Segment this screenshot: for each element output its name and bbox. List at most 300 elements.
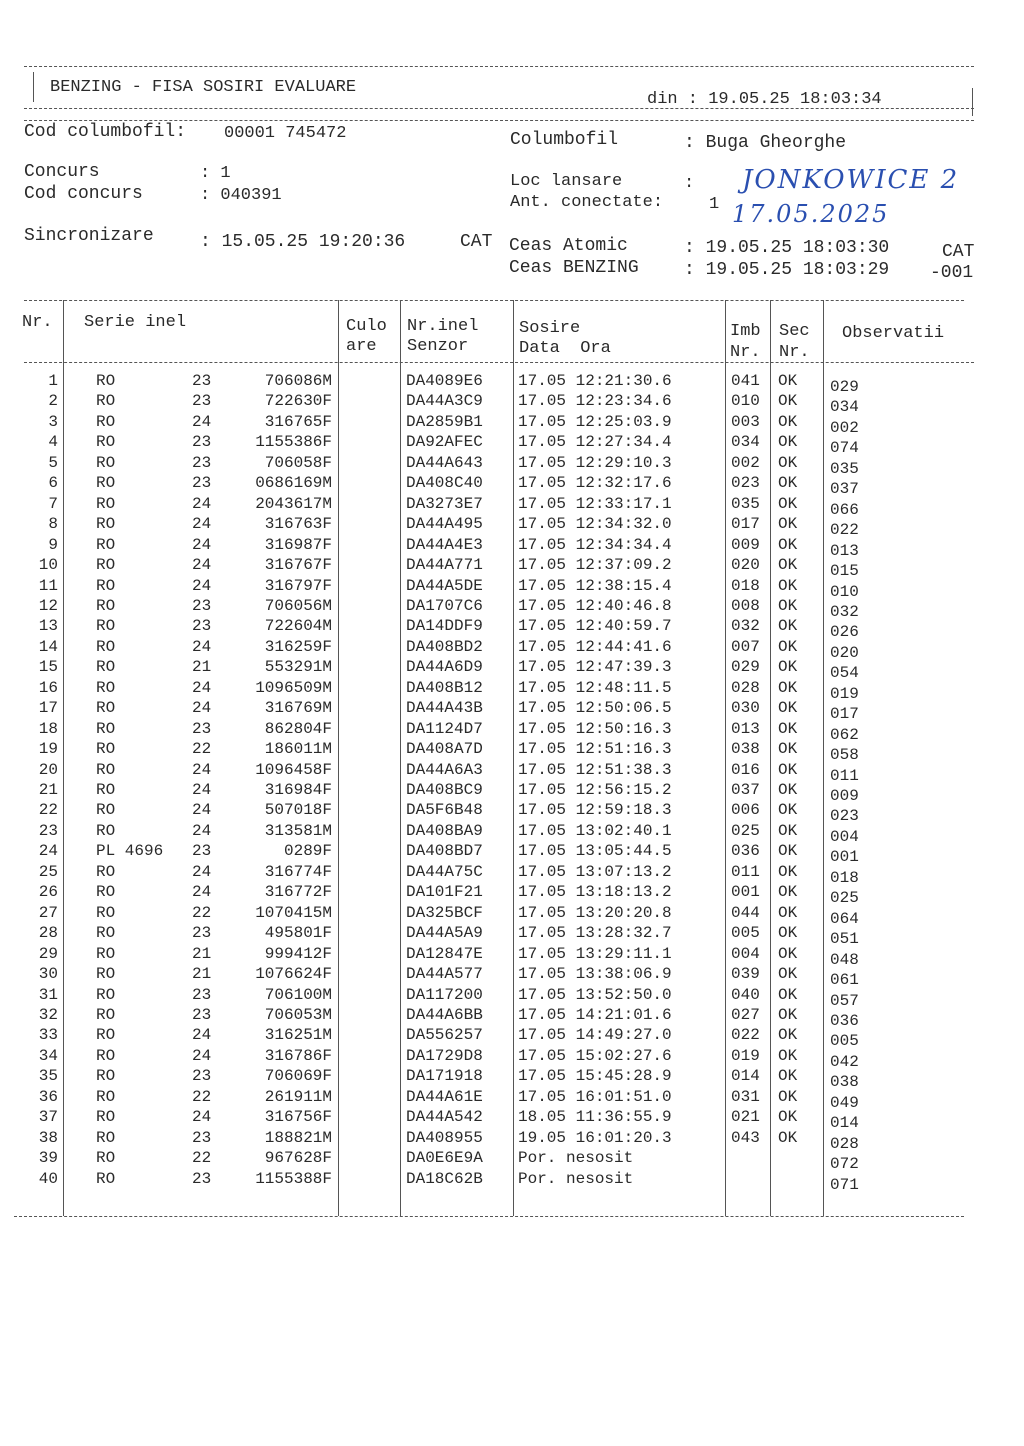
cell-sec: OK xyxy=(778,1087,798,1106)
cell-obs: 026 xyxy=(830,623,859,642)
cell-tara: RO xyxy=(96,740,116,759)
cell-tara: RO xyxy=(96,678,116,697)
cell-imb: 025 xyxy=(731,821,760,840)
cell-sosire: 17.05 12:40:59.7 xyxy=(518,617,672,636)
cell-sosire: Por. nesosit xyxy=(518,1149,634,1168)
handwritten-loc: JONKOWICE 2 xyxy=(742,165,960,195)
cell-sosire: 17.05 13:18:13.2 xyxy=(518,883,672,902)
cell-imb: 013 xyxy=(731,719,760,738)
table-row xyxy=(0,903,1024,928)
table-row xyxy=(0,760,1024,785)
cell-inel: 507018F xyxy=(264,801,332,820)
sincronizare-value: : 15.05.25 19:20:36 xyxy=(200,232,406,252)
cell-senzor: DA14DDF9 xyxy=(406,617,483,636)
cell-obs: 020 xyxy=(830,643,859,662)
cell-sosire: 17.05 13:20:20.8 xyxy=(518,903,672,922)
cell-sosire: 17.05 15:45:28.9 xyxy=(518,1067,672,1086)
cell-sosire: 17.05 12:33:17.1 xyxy=(518,494,672,513)
cell-imb: 032 xyxy=(731,617,760,636)
cell-an: 24 xyxy=(192,556,212,575)
cell-obs: 057 xyxy=(830,991,859,1010)
cell-sosire: 17.05 12:23:34.6 xyxy=(518,392,672,411)
cell-sec: OK xyxy=(778,433,798,452)
cell-obs: 010 xyxy=(830,582,859,601)
table-row xyxy=(0,1067,1024,1092)
cell-sec: OK xyxy=(778,924,798,943)
cell-nr: 19 xyxy=(38,740,58,759)
cell-obs: 009 xyxy=(830,787,859,805)
cell-obs: 071 xyxy=(830,1175,859,1194)
cell-senzor: DA44A577 xyxy=(406,965,483,984)
cell-sosire: 17.05 12:50:16.3 xyxy=(518,719,672,738)
cell-inel: 1096509M xyxy=(255,678,332,697)
cell-nr: 14 xyxy=(38,637,58,656)
cell-tara: RO xyxy=(96,821,116,840)
table-row xyxy=(0,474,1024,499)
cell-sec: OK xyxy=(778,903,798,922)
table-row xyxy=(0,433,1024,458)
cell-obs: 058 xyxy=(830,746,859,765)
cell-imb: 003 xyxy=(731,412,760,431)
ceas-benzing-value: : 19.05.25 18:03:29 xyxy=(684,260,890,280)
cell-inel: 706100M xyxy=(264,985,332,1004)
cell-obs: 004 xyxy=(830,827,859,846)
cell-tara: RO xyxy=(96,944,116,963)
cell-nr: 1 xyxy=(48,372,58,390)
sincronizare-tz: CAT xyxy=(460,232,493,252)
table-row xyxy=(0,1149,1024,1174)
cell-an: 22 xyxy=(192,1149,212,1168)
cell-senzor: DA1124D7 xyxy=(406,719,483,738)
cell-nr: 34 xyxy=(38,1046,58,1065)
cell-an: 21 xyxy=(192,944,212,963)
handwritten-date: 17.05.2025 xyxy=(732,200,890,228)
cell-imb: 030 xyxy=(731,699,760,718)
cell-tara: RO xyxy=(96,1067,116,1086)
cell-sec: OK xyxy=(778,412,798,431)
cell-inel: 316251M xyxy=(264,1026,332,1045)
cell-imb: 017 xyxy=(731,515,760,534)
cell-tara: RO xyxy=(96,576,116,595)
cell-obs: 002 xyxy=(830,418,859,437)
cell-inel: 706053M xyxy=(264,1005,332,1024)
cell-an: 23 xyxy=(192,842,212,861)
cell-sec: OK xyxy=(778,535,798,554)
cell-an: 24 xyxy=(192,576,212,595)
cell-imb: 040 xyxy=(731,985,760,1004)
cell-obs: 074 xyxy=(830,439,859,458)
cell-nr: 15 xyxy=(38,658,58,677)
cell-imb: 044 xyxy=(731,903,760,922)
cell-imb: 001 xyxy=(731,883,760,902)
cell-sec: OK xyxy=(778,862,798,881)
cell-senzor: DA44A5DE xyxy=(406,576,483,595)
cell-senzor: DA1707C6 xyxy=(406,596,483,615)
page-title: BENZING - FISA SOSIRI EVALUARE xyxy=(50,78,357,97)
col-header-sec-2: Nr. xyxy=(779,343,810,362)
cell-nr: 37 xyxy=(38,1108,58,1127)
cell-inel: 316765F xyxy=(264,412,332,431)
cell-an: 24 xyxy=(192,678,212,697)
cell-imb: 006 xyxy=(731,801,760,820)
table-row xyxy=(0,556,1024,581)
cell-senzor: DA3273E7 xyxy=(406,494,483,513)
table-row xyxy=(0,372,1024,396)
cell-sosire: 17.05 12:21:30.6 xyxy=(518,372,672,390)
cell-senzor: DA408B12 xyxy=(406,678,483,697)
cell-obs: 017 xyxy=(830,705,859,724)
cell-senzor: DA92AFEC xyxy=(406,433,483,452)
cell-sosire: 17.05 13:52:50.0 xyxy=(518,985,672,1004)
cell-nr: 28 xyxy=(38,924,58,943)
cell-nr: 23 xyxy=(38,821,58,840)
cell-sec: OK xyxy=(778,474,798,493)
cell-obs: 064 xyxy=(830,909,859,928)
cell-inel: 316774F xyxy=(264,862,332,881)
cell-an: 23 xyxy=(192,985,212,1004)
cell-obs: 049 xyxy=(830,1093,859,1112)
cell-sosire: 17.05 12:37:09.2 xyxy=(518,556,672,575)
table-head-rule xyxy=(24,362,974,363)
table-row xyxy=(0,494,1024,519)
cell-sosire: 19.05 16:01:20.3 xyxy=(518,1128,672,1147)
cell-sosire: 18.05 11:36:55.9 xyxy=(518,1108,672,1127)
cell-nr: 16 xyxy=(38,678,58,697)
cell-obs: 035 xyxy=(830,459,859,478)
sincronizare-label: Sincronizare xyxy=(24,226,154,246)
cell-imb: 031 xyxy=(731,1087,760,1106)
table-row xyxy=(0,699,1024,724)
col-header-sosire: Sosire xyxy=(519,319,581,338)
cell-inel: 1155386F xyxy=(255,433,332,452)
cell-obs: 005 xyxy=(830,1032,859,1051)
concurs-label: Concurs xyxy=(24,162,100,182)
cell-an: 23 xyxy=(192,1169,212,1188)
cell-imb: 038 xyxy=(731,740,760,759)
cell-sec: OK xyxy=(778,1108,798,1127)
cell-nr: 22 xyxy=(38,801,58,820)
cell-sosire: 17.05 14:49:27.0 xyxy=(518,1026,672,1045)
cell-obs: 029 xyxy=(830,378,859,396)
table-row xyxy=(0,637,1024,662)
cell-sec: OK xyxy=(778,515,798,534)
cell-sec: OK xyxy=(778,699,798,718)
cell-an: 24 xyxy=(192,412,212,431)
cell-sosire: 17.05 14:21:01.6 xyxy=(518,1005,672,1024)
cell-obs: 034 xyxy=(830,398,859,417)
cell-sosire: 17.05 12:50:06.5 xyxy=(518,699,672,718)
cell-senzor: DA44A771 xyxy=(406,556,483,575)
cell-inel: 188821M xyxy=(264,1128,332,1147)
cell-inel: 316984F xyxy=(264,781,332,799)
col-header-imb: Imb xyxy=(730,322,761,341)
col-header-nr: Nr. xyxy=(22,313,53,332)
col-header-obs: Observatii xyxy=(842,324,945,343)
cell-senzor: DA44A6BB xyxy=(406,1005,483,1024)
cell-obs: 042 xyxy=(830,1052,859,1071)
cell-sec: OK xyxy=(778,658,798,677)
cell-imb: 022 xyxy=(731,1026,760,1045)
cell-inel: 706056M xyxy=(264,596,332,615)
cell-tara: RO xyxy=(96,474,116,493)
cell-sosire: 17.05 12:29:10.3 xyxy=(518,453,672,472)
concurs-value: : 1 xyxy=(200,164,231,183)
cell-nr: 29 xyxy=(38,944,58,963)
cell-obs: 013 xyxy=(830,541,859,560)
cell-sec: OK xyxy=(778,1128,798,1147)
cell-tara: RO xyxy=(96,924,116,943)
cell-sosire: 17.05 13:02:40.1 xyxy=(518,821,672,840)
cell-an: 24 xyxy=(192,1108,212,1127)
cell-senzor: DA0E6E9A xyxy=(406,1149,483,1168)
cell-senzor: DA408BC9 xyxy=(406,781,483,799)
header-bottom-rule xyxy=(24,120,974,121)
cell-sec: OK xyxy=(778,801,798,820)
cell-inel: 1076624F xyxy=(255,965,332,984)
cell-sec: OK xyxy=(778,842,798,861)
cell-obs: 015 xyxy=(830,562,859,581)
cell-an: 24 xyxy=(192,1046,212,1065)
cell-senzor: DA408BA9 xyxy=(406,821,483,840)
cell-sosire: 17.05 12:34:32.0 xyxy=(518,515,672,534)
cell-imb: 014 xyxy=(731,1067,760,1086)
cell-an: 24 xyxy=(192,781,212,799)
cell-nr: 26 xyxy=(38,883,58,902)
cell-obs: 018 xyxy=(830,868,859,887)
cell-senzor: DA44A5A9 xyxy=(406,924,483,943)
columbofil-value: : Buga Gheorghe xyxy=(684,133,847,153)
cell-obs: 036 xyxy=(830,1011,859,1030)
cell-sec: OK xyxy=(778,883,798,902)
table-row xyxy=(0,842,1024,867)
cell-nr: 13 xyxy=(38,617,58,636)
cell-imb: 010 xyxy=(731,392,760,411)
cell-inel: 316987F xyxy=(264,535,332,554)
cell-sec: OK xyxy=(778,392,798,411)
table-row xyxy=(0,576,1024,601)
table-row xyxy=(0,392,1024,417)
cell-obs: 051 xyxy=(830,930,859,949)
cell-tara: RO xyxy=(96,1149,116,1168)
col-header-sosire-2: Data Ora xyxy=(519,339,611,358)
cell-sec: OK xyxy=(778,556,798,575)
cell-sosire: 17.05 13:28:32.7 xyxy=(518,924,672,943)
cell-sosire: 17.05 12:48:11.5 xyxy=(518,678,672,697)
cell-senzor: DA4089E6 xyxy=(406,372,483,390)
cell-sosire: 17.05 12:59:18.3 xyxy=(518,801,672,820)
table-row xyxy=(0,740,1024,765)
cell-nr: 3 xyxy=(48,412,58,431)
cell-senzor: DA408A7D xyxy=(406,740,483,759)
cell-sec: OK xyxy=(778,678,798,697)
cell-an: 23 xyxy=(192,719,212,738)
cell-obs: 011 xyxy=(830,766,859,785)
ceas-benzing-label: Ceas BENZING xyxy=(509,258,639,278)
cell-inel: 967628F xyxy=(264,1149,332,1168)
cell-senzor: DA408BD2 xyxy=(406,637,483,656)
cell-sec: OK xyxy=(778,494,798,513)
ceas-benzing-diff: -001 xyxy=(930,263,974,283)
cell-obs: 023 xyxy=(830,807,859,826)
cell-imb: 035 xyxy=(731,494,760,513)
cell-an: 23 xyxy=(192,453,212,472)
top-rule xyxy=(24,66,974,67)
cell-inel: 316772F xyxy=(264,883,332,902)
cell-nr: 10 xyxy=(38,556,58,575)
cell-an: 24 xyxy=(192,862,212,881)
cell-an: 24 xyxy=(192,1026,212,1045)
cell-sec: OK xyxy=(778,944,798,963)
cell-nr: 35 xyxy=(38,1067,58,1086)
cell-inel: 722630F xyxy=(264,392,332,411)
table-row xyxy=(0,1128,1024,1153)
cell-sec: OK xyxy=(778,821,798,840)
cell-sosire: 17.05 12:32:17.6 xyxy=(518,474,672,493)
cell-an: 23 xyxy=(192,617,212,636)
cell-tara: RO xyxy=(96,903,116,922)
cell-tara: RO xyxy=(96,883,116,902)
cell-tara: RO xyxy=(96,515,116,534)
table-row xyxy=(0,1026,1024,1051)
cell-nr: 17 xyxy=(38,699,58,718)
cell-tara: RO xyxy=(96,699,116,718)
col-header-culo-2: are xyxy=(346,337,377,356)
table-row xyxy=(0,781,1024,805)
cell-obs: 019 xyxy=(830,684,859,703)
cell-sec: OK xyxy=(778,1005,798,1024)
cell-nr: 32 xyxy=(38,1005,58,1024)
cell-inel: 316259F xyxy=(264,637,332,656)
cell-tara: RO xyxy=(96,1005,116,1024)
cell-senzor: DA556257 xyxy=(406,1026,483,1045)
table-row xyxy=(0,515,1024,540)
cell-imb: 039 xyxy=(731,965,760,984)
cell-senzor: DA44A495 xyxy=(406,515,483,534)
cell-senzor: DA44A43B xyxy=(406,699,483,718)
cell-an: 23 xyxy=(192,392,212,411)
cell-sec: OK xyxy=(778,1067,798,1086)
cell-an: 24 xyxy=(192,637,212,656)
cell-sosire: 17.05 12:38:15.4 xyxy=(518,576,672,595)
cell-tara: RO xyxy=(96,494,116,513)
cell-obs: 072 xyxy=(830,1155,859,1174)
cell-sosire: 17.05 13:38:06.9 xyxy=(518,965,672,984)
cell-inel: 316797F xyxy=(264,576,332,595)
cell-nr: 30 xyxy=(38,965,58,984)
cell-tara: RO xyxy=(96,1087,116,1106)
ceas-atomic-tz: CAT xyxy=(942,242,975,262)
cell-senzor: DA44A3C9 xyxy=(406,392,483,411)
cell-imb: 028 xyxy=(731,678,760,697)
cell-senzor: DA2859B1 xyxy=(406,412,483,431)
table-row xyxy=(0,801,1024,826)
cell-imb: 002 xyxy=(731,453,760,472)
cell-tara: RO xyxy=(96,781,116,799)
cell-nr: 12 xyxy=(38,596,58,615)
cell-an: 23 xyxy=(192,433,212,452)
cell-nr: 40 xyxy=(38,1169,58,1188)
cell-senzor: DA117200 xyxy=(406,985,483,1004)
cell-tara: RO xyxy=(96,535,116,554)
cell-inel: 722604M xyxy=(264,617,332,636)
cell-sec: OK xyxy=(778,781,798,799)
cell-an: 24 xyxy=(192,760,212,779)
cell-inel: 316763F xyxy=(264,515,332,534)
cell-imb: 009 xyxy=(731,535,760,554)
cell-nr: 18 xyxy=(38,719,58,738)
col-header-sec: Sec xyxy=(779,322,810,341)
cell-sec: OK xyxy=(778,372,798,390)
cell-sosire: 17.05 13:05:44.5 xyxy=(518,842,672,861)
cell-inel: 706058F xyxy=(264,453,332,472)
ceas-atomic-value: : 19.05.25 18:03:30 xyxy=(684,238,890,258)
cell-senzor: DA44A643 xyxy=(406,453,483,472)
cell-nr: 7 xyxy=(48,494,58,513)
cell-inel: 316767F xyxy=(264,556,332,575)
print-date: din : 19.05.25 18:03:34 xyxy=(647,90,882,109)
cell-tara: RO xyxy=(96,801,116,820)
cell-sec: OK xyxy=(778,576,798,595)
cell-tara: RO xyxy=(96,596,116,615)
cell-tara: RO xyxy=(96,760,116,779)
cell-imb: 034 xyxy=(731,433,760,452)
ant-conectate-value: 1 xyxy=(709,195,720,214)
cell-obs: 038 xyxy=(830,1073,859,1092)
cell-imb: 004 xyxy=(731,944,760,963)
cell-senzor: DA44A542 xyxy=(406,1108,483,1127)
cell-sec: OK xyxy=(778,740,798,759)
cell-imb: 008 xyxy=(731,596,760,615)
cell-sec: OK xyxy=(778,617,798,636)
cell-obs: 037 xyxy=(830,480,859,499)
cell-tara: RO xyxy=(96,556,116,575)
cod-columbofil-value: 00001 745472 xyxy=(224,124,347,143)
cell-nr: 27 xyxy=(38,903,58,922)
cell-senzor: DA18C62B xyxy=(406,1169,483,1188)
title-right-bar xyxy=(972,88,973,116)
table-row xyxy=(0,924,1024,949)
cell-senzor: DA101F21 xyxy=(406,883,483,902)
cell-inel: 316756F xyxy=(264,1108,332,1127)
ceas-atomic-label: Ceas Atomic xyxy=(509,236,628,256)
cell-sosire: 17.05 12:27:34.4 xyxy=(518,433,672,452)
cell-an: 24 xyxy=(192,801,212,820)
cell-nr: 6 xyxy=(48,474,58,493)
columbofil-label: Columbofil xyxy=(510,130,619,150)
cell-sosire: 17.05 12:51:16.3 xyxy=(518,740,672,759)
loc-lansare-sep: : xyxy=(684,174,695,193)
cell-imb: 023 xyxy=(731,474,760,493)
cell-senzor: DA44A61E xyxy=(406,1087,483,1106)
cell-tara: RO xyxy=(96,1128,116,1147)
cell-inel: 495801F xyxy=(264,924,332,943)
cell-inel: 186011M xyxy=(264,740,332,759)
col-header-culo: Culo xyxy=(346,317,387,336)
cell-obs: 066 xyxy=(830,500,859,519)
table-row xyxy=(0,678,1024,703)
cell-obs: 025 xyxy=(830,889,859,908)
cell-an: 23 xyxy=(192,1005,212,1024)
cell-inel: 261911M xyxy=(264,1087,332,1106)
cell-imb: 016 xyxy=(731,760,760,779)
cell-inel: 0289F xyxy=(283,842,332,861)
cell-tara: RO xyxy=(96,453,116,472)
cell-tara: RO xyxy=(96,719,116,738)
cell-an: 23 xyxy=(192,924,212,943)
table-row xyxy=(0,944,1024,969)
table-row xyxy=(0,1005,1024,1030)
cod-concurs-value: : 040391 xyxy=(200,186,282,205)
